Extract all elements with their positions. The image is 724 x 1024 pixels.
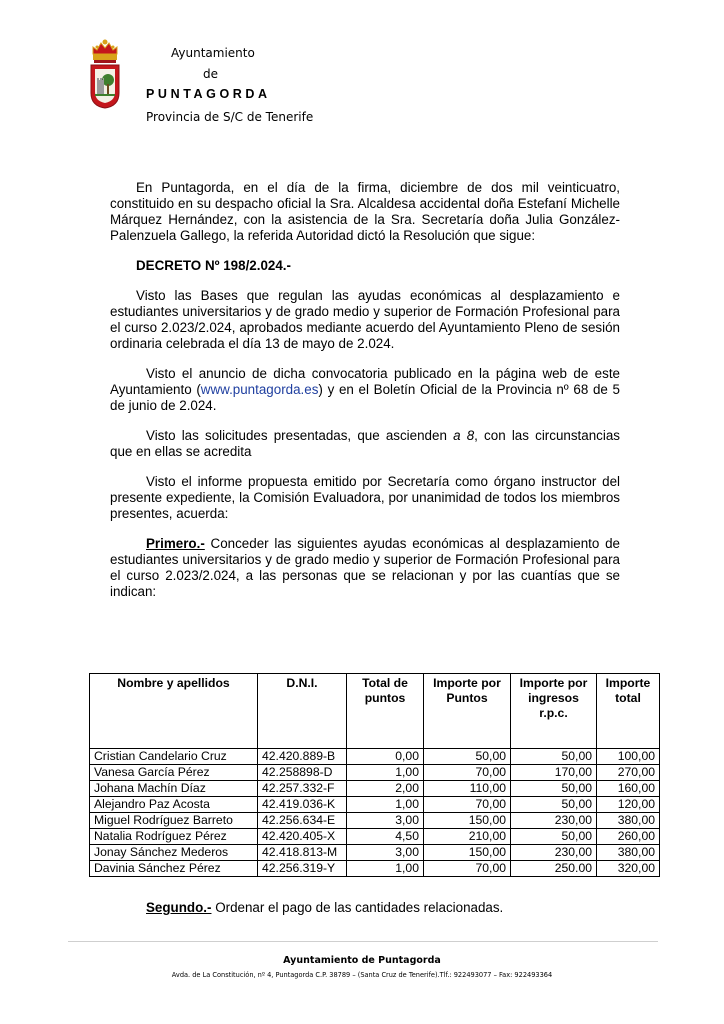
table-header-row — [90, 674, 660, 749]
cell-total: 260,00 — [597, 829, 660, 845]
cell-points: 0,00 — [347, 749, 424, 765]
cell-amount-points: 50,00 — [424, 749, 511, 765]
header-province: Provincia de S/C de Tenerife — [146, 110, 314, 124]
cell-total: 270,00 — [597, 765, 660, 781]
cell-amount-points: 70,00 — [424, 861, 511, 877]
table-row — [90, 829, 660, 845]
coat-of-arms-icon — [86, 38, 124, 110]
header-de: de — [203, 67, 218, 81]
cell-amount-points: 70,00 — [424, 797, 511, 813]
intro-paragraph: En Puntagorda, en el día de la firma, diciembre de dos mil veinticuatro, constituido en su despacho oficial la Sra. Alcaldesa accidental doña Estefaní Michelle Márquez Hernández, con la asistencia de la Sra. Secretaría doña Julia González-Palenzuela Gallego, la referida Autoridad dictó la Resolución que sigue: — [110, 180, 620, 243]
cell-dni: 42.258898-D — [258, 765, 347, 781]
letterhead — [86, 38, 386, 138]
solicitudes-count: a 8 — [453, 428, 475, 443]
cell-amount-points: 210,00 — [424, 829, 511, 845]
cell-amount-points: 150,00 — [424, 813, 511, 829]
cell-total: 320,00 — [597, 861, 660, 877]
table-row — [90, 781, 660, 797]
primero-text: Conceder las siguientes ayudas económicas al desplazamiento de estudiantes universitarios y de grado medio y superior de Formación Profesional para el curso 2.023/2.024, a las personas que se relacionan y por las cuantías que se indican: — [110, 536, 620, 599]
visto-solicitudes-text-a: Visto las solicitudes presentadas, que ascienden — [146, 428, 454, 443]
col-header-points: Total de puntos — [347, 674, 424, 749]
cell-amount-income: 230,00 — [511, 845, 597, 861]
cell-dni: 42.418.813-M — [258, 845, 347, 861]
col-header-dni: D.N.I. — [258, 674, 347, 749]
decree-body — [110, 180, 620, 600]
footer-address: Avda. de La Constitución, nº 4, Puntagorda C.P. 38789 – (Santa Cruz de Tenerife).Tlf.: 922493077 – Fax: 922493364 — [171, 971, 553, 979]
cell-name: Alejandro Paz Acosta — [90, 797, 258, 813]
segundo-label: Segundo.- — [146, 900, 212, 915]
col-header-amount-income: Importe por ingresos r.p.c. — [511, 674, 597, 749]
cell-dni: 42.420.889-B — [258, 749, 347, 765]
cell-amount-income: 230,00 — [511, 813, 597, 829]
table-row — [90, 797, 660, 813]
grants-table — [89, 673, 660, 877]
cell-name: Vanesa García Pérez — [90, 765, 258, 781]
table-row — [90, 861, 660, 877]
cell-total: 160,00 — [597, 781, 660, 797]
cell-name: Natalia Rodríguez Pérez — [90, 829, 258, 845]
visto-anuncio-text-a: Visto el anuncio de dicha convocatoria publicado en la página web de este Ayuntamiento ( — [110, 366, 620, 397]
primero-label: Primero.- — [146, 536, 205, 551]
col-header-total: Importe total — [597, 674, 660, 749]
cell-name: Davinia Sánchez Pérez — [90, 861, 258, 877]
header-ayuntamiento: Ayuntamiento — [171, 46, 255, 60]
cell-points: 1,00 — [347, 861, 424, 877]
primero-paragraph — [110, 536, 620, 600]
cell-amount-income: 50,00 — [511, 749, 597, 765]
segundo-text: Ordenar el pago de las cantidades relacionadas. — [211, 900, 504, 915]
cell-dni: 42.419.036-K — [258, 797, 347, 813]
cell-name: Johana Machín Díaz — [90, 781, 258, 797]
website-link[interactable]: www.puntagorda.es — [200, 382, 319, 397]
cell-amount-income: 50,00 — [511, 797, 597, 813]
table-row — [90, 845, 660, 861]
cell-total: 380,00 — [597, 813, 660, 829]
cell-amount-income: 250.00 — [511, 861, 597, 877]
cell-points: 3,00 — [347, 813, 424, 829]
table-row — [90, 749, 660, 765]
visto-anuncio-text-b: ) y en el Boletín Oficial de la Provincia nº 68 de 5 de junio de 2.024. — [110, 382, 620, 413]
cell-amount-income: 170,00 — [511, 765, 597, 781]
cell-amount-points: 150,00 — [424, 845, 511, 861]
visto-solicitudes-text-b: , con las circunstancias que en ellas se acredita — [110, 428, 620, 459]
visto-anuncio-paragraph — [110, 366, 620, 414]
cell-total: 380,00 — [597, 845, 660, 861]
cell-dni: 42.420.405-X — [258, 829, 347, 845]
cell-dni: 42.256.319-Y — [258, 861, 347, 877]
col-header-name: Nombre y apellidos — [90, 674, 258, 749]
cell-amount-income: 50,00 — [511, 781, 597, 797]
segundo-paragraph — [146, 900, 503, 915]
cell-amount-income: 50,00 — [511, 829, 597, 845]
cell-total: 120,00 — [597, 797, 660, 813]
cell-dni: 42.256.634-E — [258, 813, 347, 829]
cell-name: Miguel Rodríguez Barreto — [90, 813, 258, 829]
cell-total: 100,00 — [597, 749, 660, 765]
header-municipality: PUNTAGORDA — [146, 87, 271, 101]
footer-title: Ayuntamiento de Puntagorda — [283, 955, 441, 966]
cell-name: Jonay Sánchez Mederos — [90, 845, 258, 861]
cell-dni: 42.257.332-F — [258, 781, 347, 797]
visto-informe-paragraph: Visto el informe propuesta emitido por Secretaría como órgano instructor del presente expediente, la Comisión Evaluadora, por unanimidad de todos los miembros presentes, acuerda: — [110, 474, 620, 521]
cell-amount-points: 70,00 — [424, 765, 511, 781]
visto-bases-paragraph: Visto las Bases que regulan las ayudas económicas al desplazamiento e estudiantes universitarios y de grado medio y superior de Formación Profesional para el curso 2.023/2.024, aprobados mediante acuerdo del Ayuntamiento Pleno de sesión ordinaria celebrada el día 13 de mayo de 2.024. — [110, 288, 620, 351]
cell-points: 1,00 — [347, 765, 424, 781]
table-row — [90, 765, 660, 781]
decree-title: DECRETO Nº 198/2.024.- — [136, 258, 291, 273]
cell-points: 3,00 — [347, 845, 424, 861]
visto-solicitudes-paragraph — [110, 428, 620, 460]
footer-divider — [68, 941, 658, 942]
cell-points: 4,50 — [347, 829, 424, 845]
cell-points: 2,00 — [347, 781, 424, 797]
cell-amount-points: 110,00 — [424, 781, 511, 797]
cell-name: Cristian Candelario Cruz — [90, 749, 258, 765]
table-row — [90, 813, 660, 829]
cell-points: 1,00 — [347, 797, 424, 813]
col-header-amount-points: Importe por Puntos — [424, 674, 511, 749]
